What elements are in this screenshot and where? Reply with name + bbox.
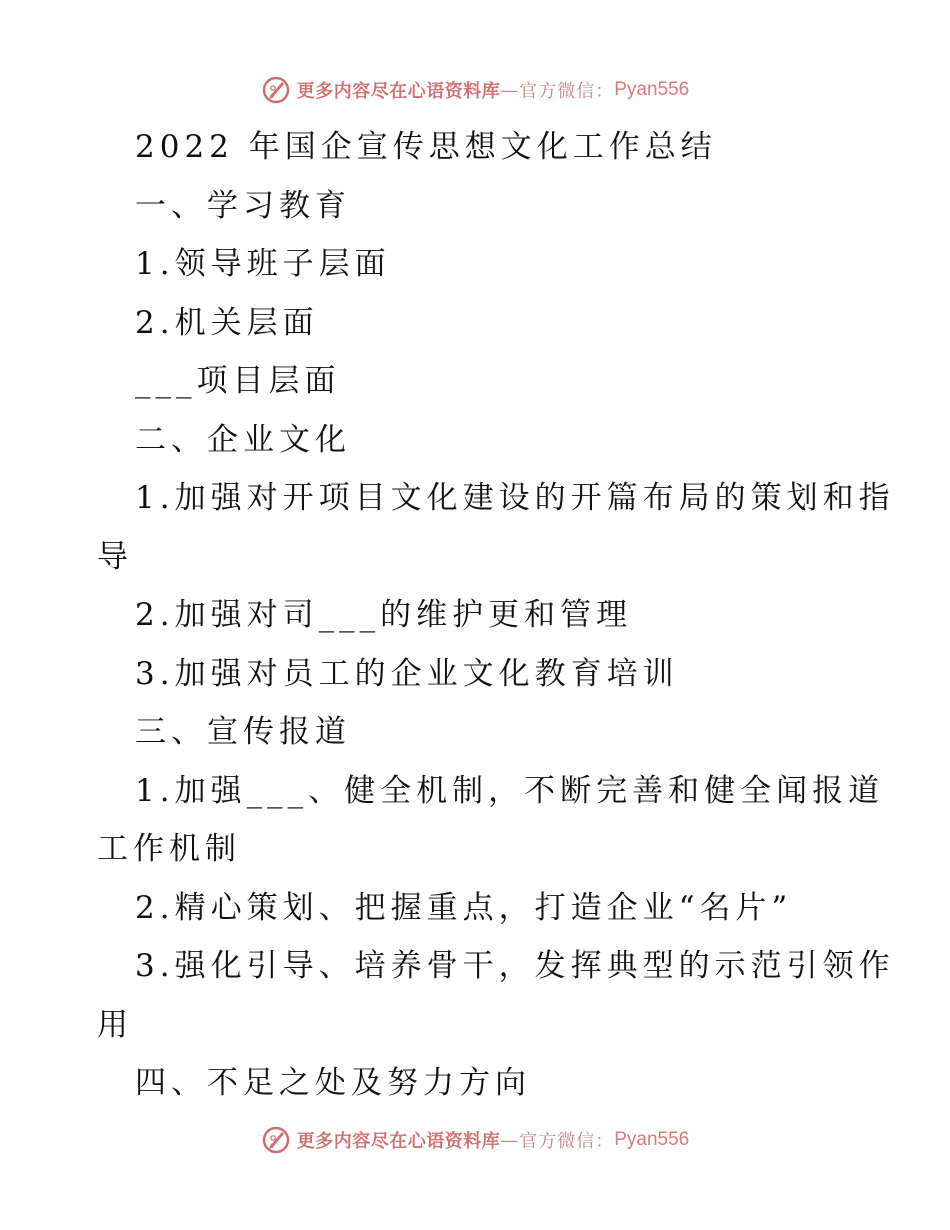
banner-dash: —	[500, 1129, 520, 1151]
banner-main-text: 更多内容尽在心语资料库	[296, 81, 501, 102]
list-item: ___项目层面	[135, 363, 341, 399]
section-heading-3: 三、宣传报道	[135, 714, 351, 750]
list-item-continuation: 用	[97, 1006, 133, 1043]
list-item: 1.领导班子层面	[135, 246, 391, 282]
section-heading-4: 四、不足之处及努力方向	[135, 1065, 531, 1101]
list-item: 3.强化引导、培养骨干，发挥典型的示范引领作	[135, 948, 895, 984]
banner-dash: —	[500, 79, 520, 101]
banner-main-text: 更多内容尽在心语资料库	[296, 1131, 501, 1152]
list-item: 2.精心策划、把握重点，打造企业“名片”	[135, 889, 793, 926]
document-title: 2022 年国企宣传思想文化工作总结	[135, 129, 717, 165]
section-heading-1: 一、学习教育	[135, 187, 351, 224]
list-item: 2.机关层面	[135, 304, 319, 341]
section-heading-2: 二、企业文化	[135, 421, 351, 458]
footer-watermark-banner	[0, 1120, 950, 1160]
list-item: 3.加强对员工的企业文化教育培训	[135, 655, 679, 692]
document-body	[0, 118, 950, 1113]
banner-wechat-label: 官方微信：	[519, 81, 615, 102]
list-item: 1.加强对开项目文化建设的开篇布局的策划和指	[135, 480, 895, 516]
quill-pen-logo-icon	[261, 75, 291, 105]
list-item: 1.加强___、健全机制，不断完善和健全闻报道	[135, 772, 885, 809]
banner-wechat-label: 官方微信：	[519, 1131, 615, 1152]
header-watermark-banner	[0, 70, 950, 110]
list-item-continuation: 工作机制	[97, 831, 241, 867]
quill-pen-logo-icon	[261, 1125, 291, 1155]
list-item-continuation: 导	[97, 538, 133, 575]
banner-wechat-id: Pyan556	[614, 79, 690, 100]
list-item: 2.加强对司___的维护更和管理	[135, 597, 633, 633]
banner-wechat-id: Pyan556	[614, 1129, 690, 1150]
